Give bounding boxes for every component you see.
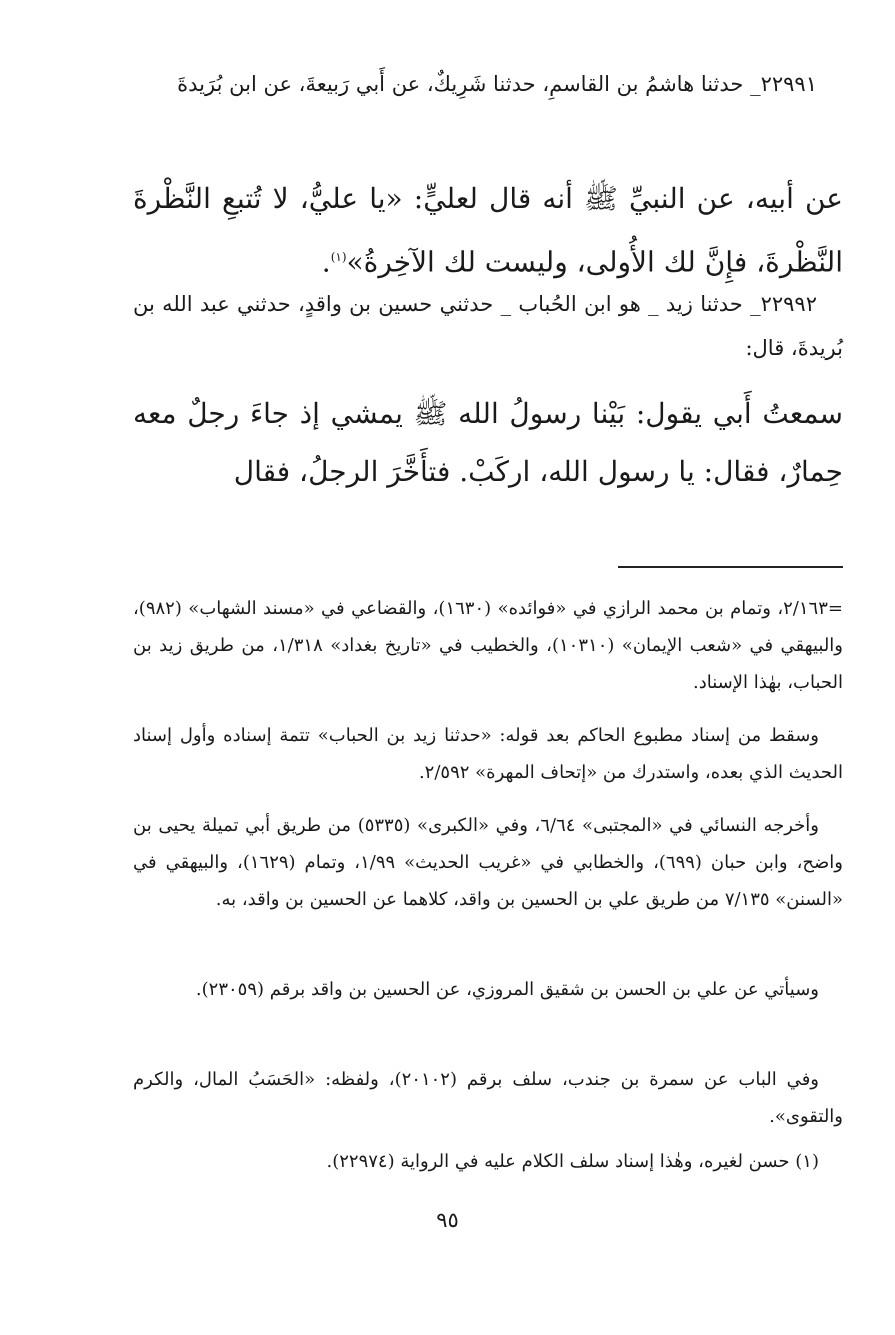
footnote-paragraph-5: وفي الباب عن سمرة بن جندب، سلف برقم (٢٠١٠٢)، ولفظه: «الحَسَبُ المال، والكرم والتقوى».: [133, 1069, 843, 1127]
footnote-paragraph-4: وسيأتي عن علي بن الحسن بن شقيق المروزي، عن الحسين بن واقد برقم (٢٣٠٥٩).: [195, 979, 819, 1000]
hadith-22992-isnad: ٢٢٩٩٢_ حدثنا زيد _ هو ابن الحُباب _ حدثني حسين بن واقدٍ، حدثني عبد الله بن بُريدةَ، قال:: [133, 292, 843, 360]
hadith-22992-matn: سمعتُ أَبي يقول: بَيْنا رسولُ الله ﷺ يمشي إذ جاءَ رجلٌ معه حِمارٌ، فقال: يا رسول الله، اركَبْ. فتأَخَّرَ الرجلُ، فقال: [133, 397, 843, 488]
footnote-divider: [618, 566, 843, 568]
footnote-1: (١) حسن لغيره، وهٰذا إسناد سلف الكلام عليه في الرواية (٢٢٩٧٤).: [326, 1151, 819, 1172]
footnote-paragraph-3: وأخرجه النسائي في «المجتبى» ٦/٦٤، وفي «الكبرى» (٥٣٣٥) من طريق أبي تميلة يحيى بن واضح، وابن حبان (٦٩٩)، والخطابي في «غريب الحديث» ١/٩٩، وتمام (١٦٢٩)، والبيهقي في «السنن» ٧/١٣٥ من طريق علي بن الحسين بن واقد، كلاهما عن الحسين بن واقد، به.: [133, 815, 843, 910]
hadith-22991-matn-text: عن أبيه، عن النبيِّ ﷺ أنه قال لعليٍّ: «يا عليُّ، لا تُتبعِ النَّظْرةَ النَّظْرةَ، فإِنَّ لك الأُولى، وليست لك الآخِرةُ»: [133, 182, 843, 279]
page-number: ٩٥: [436, 1208, 459, 1232]
footnote-continuation: =٢/١٦٣، وتمام بن محمد الرازي في «فوائده» (١٦٣٠)، والقضاعي في «مسند الشهاب» (٩٨٢)، والبيهقي في «شعب الإيمان» (١٠٣١٠)، والخطيب في «تاريخ بغداد» ١/٣١٨، من طريق زيد بن الحباب، بهٰذا الإسناد.: [133, 598, 843, 693]
hadith-22991-isnad: ٢٢٩٩١_ حدثنا هاشمُ بن القاسمِ، حدثنا شَرِيكٌ، عن أَبي رَبيعةَ، عن ابن بُرَيدةَ: [177, 72, 817, 96]
footnote-marker: (١): [330, 250, 347, 264]
hadith-22991-matn: عن أبيه، عن النبيِّ ﷺ أنه قال لعليٍّ: «يا عليُّ، لا تُتبعِ النَّظْرةَ النَّظْرةَ، فإِنَّ لك الأُولى، وليست لك الآخِرةُ»$^{(١)}$.: [133, 182, 843, 279]
footnote-paragraph-2: وسقط من إسناد مطبوع الحاكم بعد قوله: «حدثنا زيد بن الحباب» تتمة إسناده وأول إسناد الحديث الذي بعده، واستدرك من «إتحاف المهرة» ٢/٥٩٢.: [133, 725, 843, 783]
